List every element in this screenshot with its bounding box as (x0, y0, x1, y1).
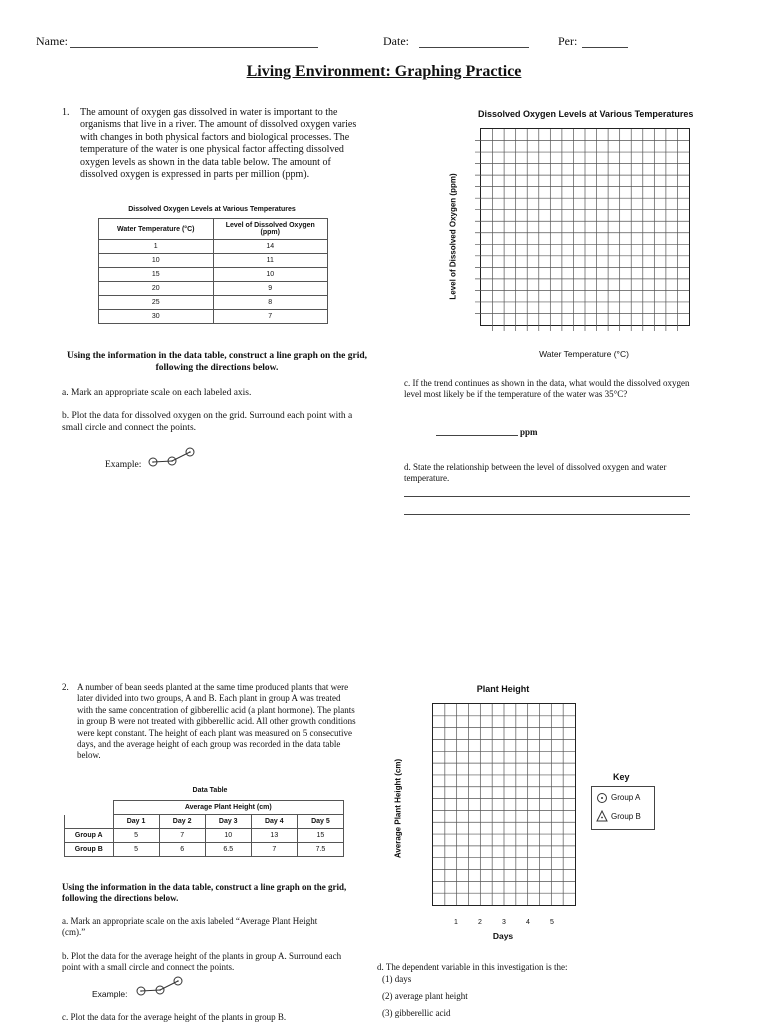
q2-part-d: d. The dependent variable in this investigation is the: (377, 962, 568, 972)
circle-point-icon (596, 792, 608, 804)
table-row (99, 240, 328, 254)
q1-example-label: Example: (105, 460, 142, 470)
x-tick-label: 4 (526, 919, 530, 926)
oxygen-cell: 14 (213, 240, 328, 254)
q1-part-d: d. State the relationship between the level of dissolved oxygen and water temperature. (404, 462, 667, 484)
oxygen-cell: 9 (213, 282, 328, 296)
table-row (99, 268, 328, 282)
q1-part-c-unit: ppm (520, 427, 538, 437)
day-header: Day 1 (113, 815, 159, 829)
q1-part-d-answer-line-2[interactable] (404, 514, 690, 515)
day-header: Day 3 (205, 815, 251, 829)
x-tick-label: 1 (454, 919, 458, 926)
q1-part-c: c. If the trend continues as shown in the data, what would the dissolved oxygen level most likely be if the temperature of the water was 35°C? (404, 378, 690, 400)
day-header: Day 4 (251, 815, 297, 829)
q2-choice-3[interactable]: (3) gibberellic acid (382, 1008, 451, 1018)
x-tick-label: 3 (502, 919, 506, 926)
q2-graph-xlabel: Days (492, 931, 514, 941)
q1-instructions: Using the information in the data table, construct a line graph on the grid, following the directions below. (66, 351, 368, 373)
q2-table-title: Data Table (192, 787, 228, 794)
per-label: Per: (558, 34, 578, 48)
q2-number: 2. (62, 682, 69, 692)
q2-part-c: c. Plot the data for the average height of the plants in group B. (62, 1012, 287, 1022)
q1-part-a: a. Mark an appropriate scale on each labeled axis. (62, 388, 252, 398)
date-field[interactable] (419, 47, 529, 48)
q1-number: 1. (62, 107, 70, 118)
q2-choice-2[interactable]: (2) average plant height (382, 991, 468, 1001)
table-row (99, 310, 328, 324)
blank-cell (65, 801, 114, 815)
group-label: Group B (65, 843, 114, 857)
table-row (99, 254, 328, 268)
q1-data-table (98, 218, 328, 324)
temp-cell: 15 (99, 268, 214, 282)
table-row (99, 282, 328, 296)
triangle-point-icon (596, 810, 608, 822)
q2-text: A number of bean seeds planted at the same time produced plants that were later divided into two groups, A and B. Each plant in group A was treated with the same concentration of gibberellic acid (a plant hormone). The plants in group B were not treated with gibberellic acid. All other growth conditions were kept constant. The height of each plant was measured on 5 consecutive days, and the average height of each group was recorded in the data table below. (77, 682, 356, 761)
q2-super-header: Average Plant Height (cm) (113, 801, 344, 815)
circle-point-example-icon (134, 976, 186, 998)
circle-point-example-icon (146, 447, 198, 469)
height-cell: 7 (159, 829, 205, 843)
q1-graph-grid[interactable] (480, 128, 690, 326)
q2-part-b: b. Plot the data for the average height of the plants in group A. Surround each point with a small circle and connect the points. (62, 951, 342, 973)
temp-cell: 30 (99, 310, 214, 324)
q1-col2-header: Level of Dissolved Oxygen (ppm) (213, 219, 328, 240)
q2-data-table (64, 800, 344, 857)
temp-cell: 10 (99, 254, 214, 268)
table-row (99, 296, 328, 310)
date-label: Date: (383, 34, 409, 48)
q2-graph-title: Plant Height (476, 684, 530, 694)
grid-lines (433, 704, 575, 905)
oxygen-cell: 11 (213, 254, 328, 268)
key-group-a: Group A (611, 793, 641, 802)
table-row (65, 843, 344, 857)
key-group-b: Group B (611, 812, 641, 821)
q1-part-d-answer-line-1[interactable] (404, 496, 690, 497)
q2-instructions: Using the information in the data table, construct a line graph on the grid, following the directions below. (62, 882, 347, 904)
height-cell: 7.5 (297, 843, 343, 857)
temp-cell: 25 (99, 296, 214, 310)
temp-cell: 20 (99, 282, 214, 296)
height-cell: 6.5 (205, 843, 251, 857)
x-tick-label: 5 (550, 919, 554, 926)
table-row (65, 829, 344, 843)
q1-col1-header: Water Temperature (°C) (99, 219, 214, 240)
group-label: Group A (65, 829, 114, 843)
height-cell: 7 (251, 843, 297, 857)
height-cell: 5 (113, 829, 159, 843)
q1-part-b: b. Plot the data for dissolved oxygen on the grid. Surround each point with a small circle and connect the points. (62, 411, 353, 433)
height-cell: 15 (297, 829, 343, 843)
page-title: Living Environment: Graphing Practice (246, 63, 522, 80)
temp-cell: 1 (99, 240, 214, 254)
grid-lines (475, 129, 691, 333)
height-cell: 5 (113, 843, 159, 857)
name-field[interactable] (70, 47, 318, 48)
day-header: Day 5 (297, 815, 343, 829)
q2-graph-grid[interactable] (432, 703, 576, 906)
key-box (591, 786, 655, 830)
q1-graph-ylabel: Level of Dissolved Oxygen (ppm) (448, 173, 458, 300)
q1-table-title: Dissolved Oxygen Levels at Various Temperatures (128, 206, 296, 213)
height-cell: 13 (251, 829, 297, 843)
blank-cell (65, 815, 114, 829)
q2-example-label: Example: (92, 989, 128, 999)
oxygen-cell: 8 (213, 296, 328, 310)
name-label: Name: (36, 34, 68, 48)
q2-part-a: a. Mark an appropriate scale on the axis labeled “Average Plant Height (cm).” (62, 916, 318, 938)
per-field[interactable] (582, 47, 628, 48)
q1-part-c-answer[interactable] (436, 435, 518, 436)
height-cell: 6 (159, 843, 205, 857)
height-cell: 10 (205, 829, 251, 843)
q1-text: The amount of oxygen gas dissolved in water is important to the organisms that live in a river. The amount of dissolved oxygen varies with changes in both physical factors and biological processes. The temperature of the water is one physical factor affecting dissolved oxygen levels as shown in the data table below. The amount of dissolved oxygen is expressed in parts per million (ppm). (80, 107, 357, 181)
q2-choice-1[interactable]: (1) days (382, 974, 412, 984)
q2-graph-ylabel: Average Plant Height (cm) (393, 758, 403, 859)
oxygen-cell: 10 (213, 268, 328, 282)
q1-graph-title: Dissolved Oxygen Levels at Various Temperatures (478, 109, 694, 119)
q1-graph-xlabel: Water Temperature (°C) (539, 349, 629, 359)
day-header: Day 2 (159, 815, 205, 829)
x-tick-label: 2 (478, 919, 482, 926)
key-title: Key (613, 772, 630, 782)
oxygen-cell: 7 (213, 310, 328, 324)
